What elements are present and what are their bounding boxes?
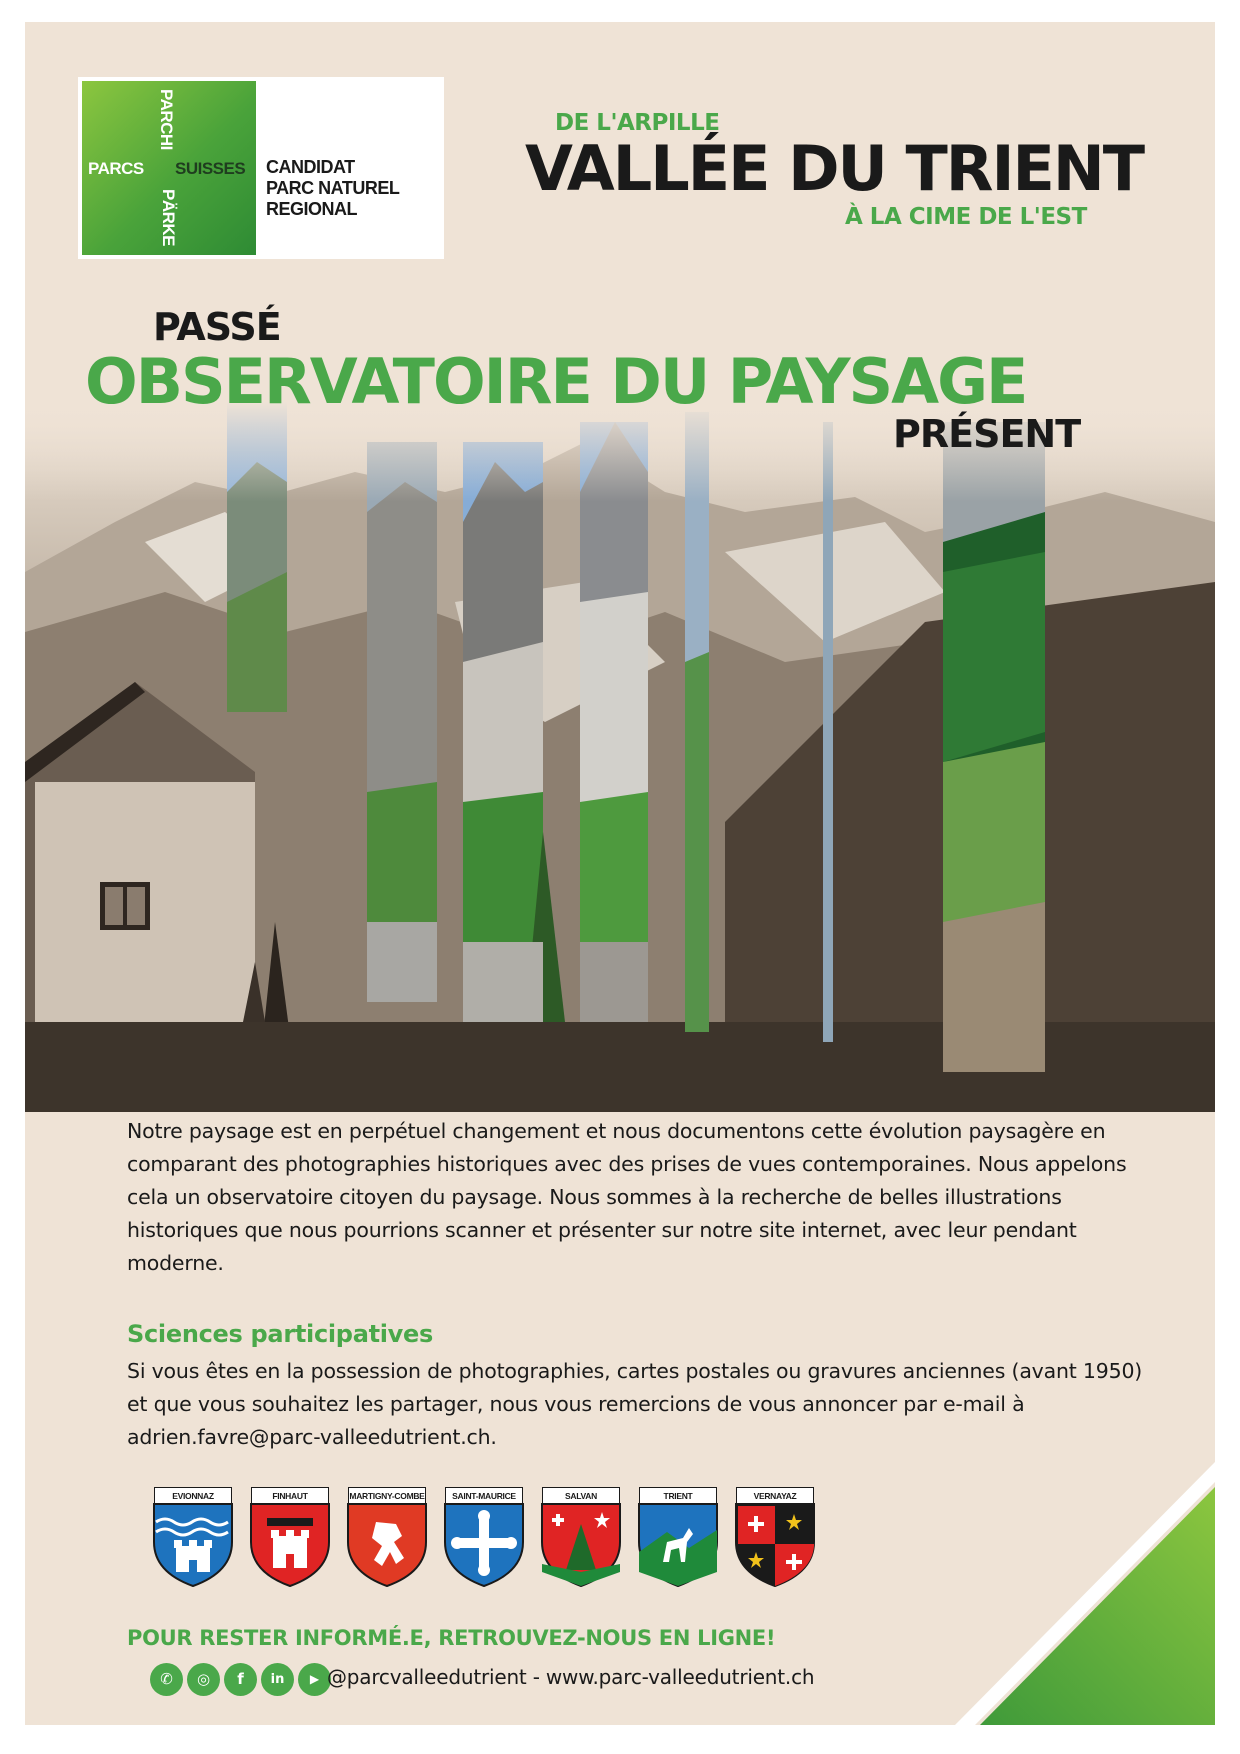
sciences-paragraph: Si vous êtes en la possession de photographies, cartes postales ou gravures anciennes (avant 1950) et que vous souhaitez les partager, nous vous remercions de vous annoncer par e-mail à adrien.favre@parc-valleedutrient.ch. (127, 1359, 1143, 1449)
finhaut-crest-icon (249, 1502, 333, 1588)
logo-word-suisses: SUISSES (175, 159, 246, 178)
crest-label: FINHAUT (251, 1487, 329, 1505)
martigny-combe-crest-icon (346, 1502, 430, 1588)
facebook-icon[interactable]: f (224, 1663, 257, 1696)
crest-label: TRIENT (639, 1487, 717, 1505)
headline-main: OBSERVATOIRE DU PAYSAGE (85, 345, 1027, 418)
headline-passe: PASSÉ (153, 305, 281, 349)
footer-links[interactable]: @parcvalleedutrient - www.parc-valleedutrient.ch (327, 1665, 815, 1689)
logo-word-parke: PÄRKE (159, 189, 178, 247)
trient-crest-icon (637, 1502, 721, 1588)
youtube-icon[interactable]: ▶ (298, 1663, 331, 1696)
vernayaz-crest-icon (734, 1502, 818, 1588)
logo-word-parcs: PARCS (88, 159, 144, 178)
candidat-text (266, 157, 399, 220)
candidat-line-3: REGIONAL (266, 199, 358, 219)
header-bottom-line: À LA CIME DE L'EST (845, 204, 1087, 230)
crest-label: MARTIGNY-COMBE (348, 1487, 426, 1505)
salvan-crest-icon (540, 1502, 624, 1588)
evionnaz-crest-icon (152, 1502, 236, 1588)
instagram-icon[interactable]: ◎ (187, 1663, 220, 1696)
headline-present: PRÉSENT (893, 412, 1081, 456)
footer-heading: POUR RESTER INFORMÉ.E, RETROUVEZ-NOUS EN LIGNE! (127, 1626, 776, 1650)
poster (25, 22, 1215, 1725)
parcs-suisses-logo (78, 77, 444, 259)
candidat-line-1: CANDIDAT (266, 157, 355, 177)
logo-word-parchi: PARCHI (157, 89, 176, 150)
candidat-line-2: PARC NATUREL (266, 178, 400, 198)
intro-paragraph: Notre paysage est en perpétuel changement et nous documentons cette évolution paysagère en comparant des photographies historiques avec des prises de vues contemporaines. Nous appelons cela un observatoire citoyen du paysage. Nous sommes à la recherche de belles illustrations historiques que nous pourrions scanner et présenter sur notre site internet, avec leur pendant moderne. (127, 1119, 1127, 1275)
header-top-line: DE L'ARPILLE (555, 110, 720, 136)
whatsapp-icon[interactable]: ✆ (150, 1663, 183, 1696)
crest-label: EVIONNAZ (154, 1487, 232, 1505)
header-title: VALLÉE DU TRIENT (525, 132, 1144, 205)
sciences-heading: Sciences participatives (127, 1320, 433, 1348)
crest-label: VERNAYAZ (736, 1487, 814, 1505)
landscape-photo-collage (25, 402, 1215, 1112)
linkedin-icon[interactable]: in (261, 1663, 294, 1696)
saint-maurice-crest-icon (443, 1502, 527, 1588)
logo-green-square (82, 81, 256, 255)
crest-label: SAINT-MAURICE (445, 1487, 523, 1505)
crest-label: SALVAN (542, 1487, 620, 1505)
